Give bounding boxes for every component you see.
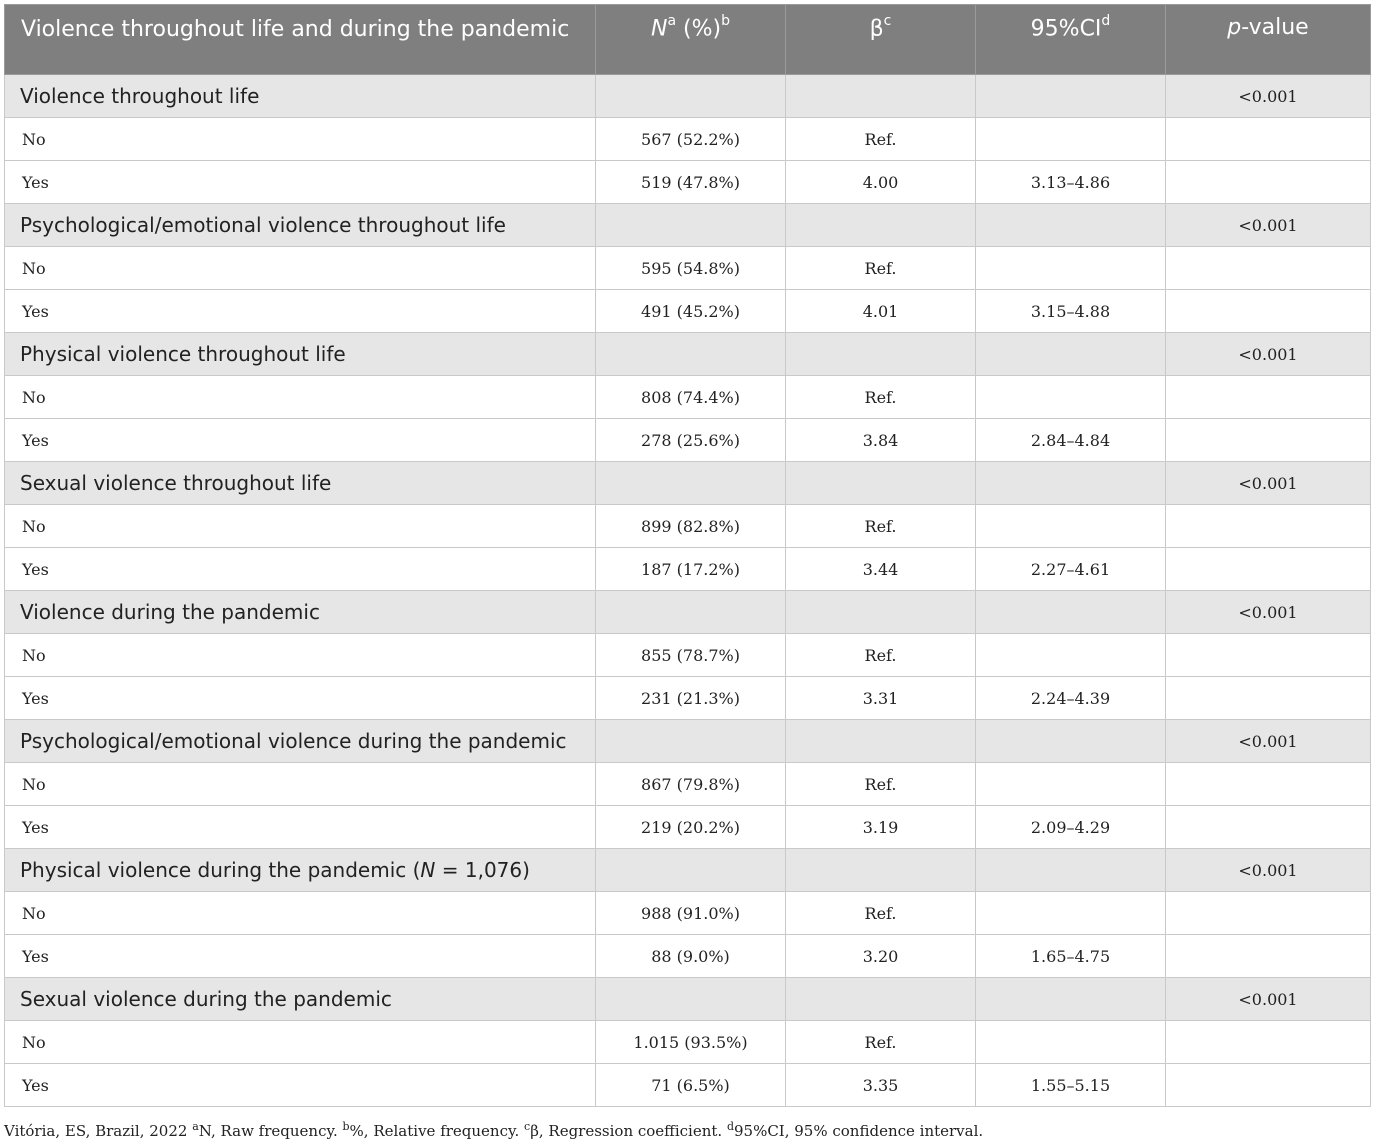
n-cell: [596, 720, 786, 763]
ci-cell: [976, 978, 1166, 1021]
row-label: Yes: [5, 419, 596, 462]
beta-cell: Ref.: [786, 376, 976, 419]
n-cell: 231 (21.3%): [596, 677, 786, 720]
beta-cell: [786, 204, 976, 247]
ci-cell: [976, 376, 1166, 419]
ci-cell: 2.09–4.29: [976, 806, 1166, 849]
table-row: [5, 806, 1371, 849]
section-label: Psychological/emotional violence during the pandemic: [5, 720, 596, 763]
p-value-cell: <0.001: [1166, 720, 1371, 763]
header-ci: $95\%CI^d$: [976, 5, 1166, 75]
header-p-value: p-value: [1166, 5, 1371, 75]
p-value-cell: <0.001: [1166, 333, 1371, 376]
beta-cell: 3.19: [786, 806, 976, 849]
p-value-cell: <0.001: [1166, 591, 1371, 634]
section-label: Sexual violence throughout life: [5, 462, 596, 505]
table-row: [5, 677, 1371, 720]
ci-cell: [976, 247, 1166, 290]
ci-cell: [976, 505, 1166, 548]
ci-cell: 1.65–4.75: [976, 935, 1166, 978]
ci-cell: [976, 591, 1166, 634]
n-cell: [596, 978, 786, 1021]
table-row: [5, 1021, 1371, 1064]
beta-cell: 4.01: [786, 290, 976, 333]
n-cell: 519 (47.8%): [596, 161, 786, 204]
n-cell: 988 (91.0%): [596, 892, 786, 935]
beta-cell: [786, 849, 976, 892]
beta-cell: 4.00: [786, 161, 976, 204]
ci-cell: 3.15–4.88: [976, 290, 1166, 333]
ci-cell: [976, 204, 1166, 247]
beta-cell: [786, 591, 976, 634]
row-label: Yes: [5, 548, 596, 591]
table-row: [5, 935, 1371, 978]
n-cell: 567 (52.2%): [596, 118, 786, 161]
ci-cell: [976, 849, 1166, 892]
n-cell: 899 (82.8%): [596, 505, 786, 548]
section-row: [5, 204, 1371, 247]
table-row: [5, 505, 1371, 548]
header-n: $N^a$ (%)$^b$: [596, 5, 786, 75]
section-label: Physical violence during the pandemic (N = 1,076): [5, 849, 596, 892]
p-value-cell: [1166, 419, 1371, 462]
p-value-cell: [1166, 1064, 1371, 1107]
table-footnote: Vitória, ES, Brazil, 2022 $^a$N, Raw frequency. $^b$%, Relative frequency. $^c$β, Regression coefficient. $^d$95%CI, 95% confidence interval.: [4, 1120, 984, 1140]
table-row: [5, 892, 1371, 935]
n-cell: [596, 333, 786, 376]
row-label: Yes: [5, 806, 596, 849]
n-cell: 71 (6.5%): [596, 1064, 786, 1107]
beta-cell: [786, 720, 976, 763]
data-table: [4, 4, 1371, 1107]
ci-cell: [976, 118, 1166, 161]
n-cell: [596, 849, 786, 892]
ci-cell: [976, 333, 1166, 376]
beta-cell: 3.20: [786, 935, 976, 978]
p-value-cell: <0.001: [1166, 849, 1371, 892]
p-value-cell: [1166, 161, 1371, 204]
n-cell: 278 (25.6%): [596, 419, 786, 462]
table-row: [5, 419, 1371, 462]
n-cell: 491 (45.2%): [596, 290, 786, 333]
n-cell: 867 (79.8%): [596, 763, 786, 806]
beta-cell: [786, 978, 976, 1021]
beta-cell: 3.84: [786, 419, 976, 462]
p-value-cell: <0.001: [1166, 204, 1371, 247]
section-row: [5, 75, 1371, 118]
row-label: Yes: [5, 161, 596, 204]
p-value-cell: [1166, 892, 1371, 935]
beta-cell: Ref.: [786, 247, 976, 290]
n-cell: 187 (17.2%): [596, 548, 786, 591]
n-cell: 855 (78.7%): [596, 634, 786, 677]
section-label: Physical violence throughout life: [5, 333, 596, 376]
section-row: [5, 591, 1371, 634]
row-label: No: [5, 634, 596, 677]
beta-cell: Ref.: [786, 763, 976, 806]
ci-cell: [976, 1021, 1166, 1064]
table-row: [5, 290, 1371, 333]
p-value-cell: [1166, 376, 1371, 419]
row-label: Yes: [5, 1064, 596, 1107]
ci-cell: 2.27–4.61: [976, 548, 1166, 591]
n-cell: 595 (54.8%): [596, 247, 786, 290]
n-cell: [596, 591, 786, 634]
section-row: [5, 720, 1371, 763]
beta-cell: 3.35: [786, 1064, 976, 1107]
section-label: Violence during the pandemic: [5, 591, 596, 634]
n-cell: 1.015 (93.5%): [596, 1021, 786, 1064]
table-row: [5, 247, 1371, 290]
section-row: [5, 849, 1371, 892]
p-value-cell: [1166, 118, 1371, 161]
header-variable: Violence throughout life and during the pandemic: [5, 5, 596, 75]
ci-cell: 2.24–4.39: [976, 677, 1166, 720]
p-value-cell: [1166, 247, 1371, 290]
p-value-cell: <0.001: [1166, 462, 1371, 505]
header-row: [5, 5, 1371, 75]
section-label: Sexual violence during the pandemic: [5, 978, 596, 1021]
row-label: No: [5, 1021, 596, 1064]
ci-cell: 1.55–5.15: [976, 1064, 1166, 1107]
ci-cell: [976, 462, 1166, 505]
row-label: No: [5, 376, 596, 419]
beta-cell: [786, 462, 976, 505]
row-label: No: [5, 763, 596, 806]
section-label: Psychological/emotional violence throughout life: [5, 204, 596, 247]
ci-cell: 3.13–4.86: [976, 161, 1166, 204]
section-row: [5, 462, 1371, 505]
p-value-cell: <0.001: [1166, 978, 1371, 1021]
row-label: Yes: [5, 935, 596, 978]
header-beta: $\beta^c$: [786, 5, 976, 75]
table-row: [5, 548, 1371, 591]
beta-cell: 3.44: [786, 548, 976, 591]
p-value-cell: [1166, 677, 1371, 720]
table-row: [5, 763, 1371, 806]
table-row: [5, 634, 1371, 677]
n-cell: 88 (9.0%): [596, 935, 786, 978]
beta-cell: 3.31: [786, 677, 976, 720]
ci-cell: [976, 634, 1166, 677]
beta-cell: Ref.: [786, 1021, 976, 1064]
row-label: Yes: [5, 677, 596, 720]
beta-cell: Ref.: [786, 892, 976, 935]
section-label: Violence throughout life: [5, 75, 596, 118]
n-cell: 808 (74.4%): [596, 376, 786, 419]
ci-cell: 2.84–4.84: [976, 419, 1166, 462]
p-value-cell: [1166, 935, 1371, 978]
table-row: [5, 376, 1371, 419]
p-value-cell: <0.001: [1166, 75, 1371, 118]
table-row: [5, 1064, 1371, 1107]
section-row: [5, 333, 1371, 376]
p-value-cell: [1166, 1021, 1371, 1064]
ci-cell: [976, 720, 1166, 763]
ci-cell: [976, 75, 1166, 118]
p-value-cell: [1166, 548, 1371, 591]
row-label: No: [5, 118, 596, 161]
n-cell: [596, 462, 786, 505]
p-value-cell: [1166, 505, 1371, 548]
n-cell: [596, 204, 786, 247]
n-cell: 219 (20.2%): [596, 806, 786, 849]
table-row: [5, 118, 1371, 161]
table-row: [5, 161, 1371, 204]
row-label: No: [5, 892, 596, 935]
p-value-cell: [1166, 763, 1371, 806]
p-value-cell: [1166, 634, 1371, 677]
beta-cell: [786, 333, 976, 376]
row-label: Yes: [5, 290, 596, 333]
section-row: [5, 978, 1371, 1021]
row-label: No: [5, 505, 596, 548]
n-cell: [596, 75, 786, 118]
beta-cell: Ref.: [786, 634, 976, 677]
beta-cell: Ref.: [786, 118, 976, 161]
p-value-cell: [1166, 806, 1371, 849]
beta-cell: Ref.: [786, 505, 976, 548]
p-value-cell: [1166, 290, 1371, 333]
beta-cell: [786, 75, 976, 118]
row-label: No: [5, 247, 596, 290]
ci-cell: [976, 892, 1166, 935]
ci-cell: [976, 763, 1166, 806]
